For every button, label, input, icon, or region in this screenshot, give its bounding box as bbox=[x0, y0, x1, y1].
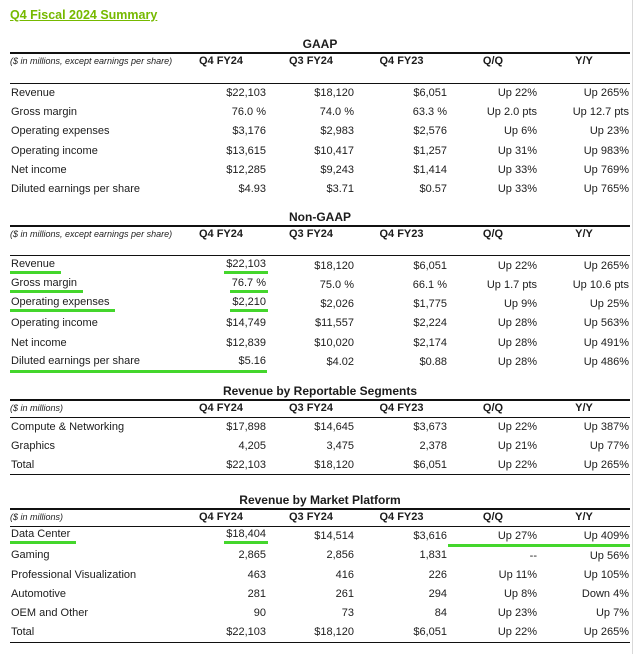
row-label: Operating expenses bbox=[11, 125, 110, 138]
column-header: Y/Y bbox=[575, 55, 593, 67]
row-label bbox=[10, 526, 175, 545]
cell-value: 63.3 % bbox=[412, 105, 447, 118]
cell-value: $6,051 bbox=[413, 259, 447, 272]
row-label: OEM and Other bbox=[11, 607, 89, 620]
green-marker-underline: Operating expenses bbox=[10, 296, 115, 312]
cell-value: Up 22% bbox=[497, 420, 537, 433]
cell-value: Up 265% bbox=[583, 459, 629, 472]
cell-value: 75.0 % bbox=[319, 278, 354, 291]
table-row bbox=[10, 102, 630, 121]
cell-value: Up 983% bbox=[583, 144, 629, 157]
row-label: Diluted earnings per share bbox=[11, 183, 141, 196]
units-note: ($ in millions) bbox=[10, 512, 64, 523]
cell-value: -- bbox=[529, 550, 537, 563]
cell-value: $22,103 bbox=[226, 626, 266, 639]
cell-value: Up 105% bbox=[583, 568, 629, 581]
row-label: Operating income bbox=[11, 144, 98, 157]
cell-value: Up 265% bbox=[583, 626, 629, 639]
cell-value bbox=[175, 256, 267, 275]
cell-value: 416 bbox=[335, 568, 354, 581]
cell-value: $10,417 bbox=[314, 144, 354, 157]
cell-value: $11,557 bbox=[315, 317, 354, 330]
table-title: GAAP bbox=[302, 37, 338, 51]
cell-value: Up 11% bbox=[498, 568, 537, 581]
row-label: Net income bbox=[11, 336, 67, 349]
table-row bbox=[10, 526, 630, 545]
cell-value: Up 7% bbox=[595, 607, 629, 620]
cell-value: $5.16 bbox=[175, 352, 267, 371]
row-label: Total bbox=[11, 626, 35, 639]
column-header: Q/Q bbox=[482, 55, 504, 67]
cell-value: $3,176 bbox=[232, 125, 266, 138]
gaap-table bbox=[10, 52, 630, 199]
cell-value: 3,475 bbox=[326, 440, 354, 452]
green-marker-underline: 76.7 % bbox=[230, 277, 268, 293]
cell-value: $10,020 bbox=[314, 336, 354, 349]
cell-value: $2,174 bbox=[413, 336, 447, 349]
row-label: Operating income bbox=[11, 317, 98, 330]
non-gaap-table bbox=[10, 225, 630, 373]
cell-value: 4,205 bbox=[238, 440, 266, 452]
cell-value: 76.0 % bbox=[231, 105, 266, 118]
row-label: Net income bbox=[11, 163, 67, 176]
table-row bbox=[10, 584, 630, 603]
cell-value: 74.0 % bbox=[319, 105, 354, 118]
column-header: Q4 FY23 bbox=[379, 227, 424, 240]
cell-value: $3.71 bbox=[326, 183, 354, 196]
cell-value: $9,243 bbox=[320, 163, 354, 176]
cell-value: Up 409% bbox=[538, 526, 630, 545]
table-row bbox=[10, 83, 630, 102]
cell-value: 463 bbox=[247, 568, 266, 581]
cell-value: Up 563% bbox=[583, 317, 629, 330]
cell-value: $14,514 bbox=[314, 530, 354, 543]
column-header: Q4 FY23 bbox=[379, 402, 424, 415]
column-header: Y/Y bbox=[575, 511, 593, 524]
cell-value: 2,865 bbox=[238, 549, 266, 562]
cell-value: $18,120 bbox=[314, 86, 354, 99]
green-marker-underline: $18,404 bbox=[224, 528, 268, 544]
table-row bbox=[10, 333, 630, 352]
page-title-link[interactable]: Q4 Fiscal 2024 Summary bbox=[10, 8, 158, 22]
row-label: Total bbox=[11, 459, 35, 472]
cell-value: 1,831 bbox=[419, 549, 447, 562]
table-row bbox=[10, 122, 630, 141]
row-label: Gross margin bbox=[11, 105, 78, 118]
row-label bbox=[10, 275, 175, 294]
header-row bbox=[10, 226, 630, 256]
cell-value: 73 bbox=[341, 607, 354, 620]
column-header: Q4 FY24 bbox=[198, 511, 244, 524]
table-row bbox=[10, 294, 630, 313]
cell-value: Up 21% bbox=[497, 440, 537, 452]
green-marker-underline: Revenue bbox=[10, 258, 61, 274]
cell-value: $18,120 bbox=[314, 626, 354, 639]
cell-value: Up 486% bbox=[583, 355, 629, 368]
cell-value: Up 23% bbox=[497, 607, 537, 620]
table-title: Revenue by Market Platform bbox=[239, 493, 401, 508]
cell-value: Up 25% bbox=[589, 298, 629, 311]
column-header: Q3 FY24 bbox=[288, 402, 334, 415]
cell-value: $6,051 bbox=[413, 626, 447, 639]
cell-value: Up 265% bbox=[583, 259, 629, 272]
cell-value: $2,026 bbox=[320, 298, 354, 311]
table-title: Revenue by Reportable Segments bbox=[222, 384, 418, 399]
green-marker-underline: Gross margin bbox=[10, 277, 83, 293]
cell-value: Up 27% bbox=[448, 526, 538, 545]
units-note: ($ in millions, except earnings per share) bbox=[10, 56, 173, 66]
cell-value: Up 10.6 pts bbox=[572, 278, 629, 291]
cell-value: $0.88 bbox=[419, 355, 447, 368]
cell-value: $2,224 bbox=[413, 317, 447, 330]
table-row bbox=[10, 179, 630, 198]
cell-value: Up 12.7 pts bbox=[572, 105, 629, 118]
cell-value: Up 31% bbox=[497, 144, 537, 157]
column-header: Q/Q bbox=[482, 227, 504, 240]
cell-value: Up 387% bbox=[583, 420, 629, 433]
cell-value: 2,856 bbox=[326, 549, 354, 562]
column-header: Q4 FY24 bbox=[198, 227, 244, 240]
column-header: Q/Q bbox=[482, 402, 504, 415]
row-label: Gaming bbox=[11, 549, 50, 562]
cell-value: 294 bbox=[428, 587, 447, 600]
cell-value: $1,775 bbox=[413, 298, 447, 311]
row-label bbox=[10, 256, 175, 275]
column-header: Q4 FY23 bbox=[379, 511, 424, 524]
cell-value: $22,103 bbox=[226, 86, 266, 99]
cell-value: $13,615 bbox=[226, 144, 266, 157]
cell-value: Up 491% bbox=[583, 336, 629, 349]
table-row bbox=[10, 141, 630, 160]
market-platform-table bbox=[10, 508, 630, 642]
cell-value: 261 bbox=[335, 587, 354, 600]
table-row bbox=[10, 314, 630, 333]
cell-value: $12,285 bbox=[226, 163, 266, 176]
column-header: Q4 FY24 bbox=[198, 55, 244, 67]
gaap-section bbox=[10, 37, 630, 199]
cell-value: Up 22% bbox=[497, 86, 537, 99]
units-note: ($ in millions) bbox=[10, 403, 64, 414]
non-gaap-section bbox=[10, 210, 630, 373]
segments-table bbox=[10, 399, 630, 475]
cell-value: $18,120 bbox=[314, 459, 354, 472]
cell-value: $17,898 bbox=[226, 420, 266, 433]
row-label: Diluted earnings per share bbox=[10, 352, 175, 371]
cell-value: $4.93 bbox=[238, 183, 266, 196]
cell-value: $14,749 bbox=[226, 317, 266, 330]
table-title: Non-GAAP bbox=[289, 209, 351, 224]
table-row bbox=[10, 275, 630, 294]
cell-value: 84 bbox=[434, 607, 447, 620]
cell-value: $1,414 bbox=[413, 163, 447, 176]
column-header: Q4 FY23 bbox=[379, 55, 424, 67]
column-header: Q3 FY24 bbox=[288, 227, 334, 240]
table-row bbox=[10, 565, 630, 584]
cell-value: Up 8% bbox=[503, 587, 537, 600]
column-header: Y/Y bbox=[575, 227, 593, 240]
cell-value: $4.02 bbox=[326, 355, 354, 368]
cell-value: Up 265% bbox=[583, 86, 629, 99]
cell-value: Up 765% bbox=[583, 183, 629, 196]
row-label: Graphics bbox=[11, 440, 56, 452]
segments-section bbox=[10, 384, 630, 475]
cell-value: Up 22% bbox=[497, 259, 537, 272]
cell-value: Up 9% bbox=[503, 298, 537, 311]
cell-value: $2,983 bbox=[320, 125, 354, 138]
row-label: Professional Visualization bbox=[11, 568, 137, 581]
cell-value: 66.1 % bbox=[412, 278, 447, 291]
table-row bbox=[10, 436, 630, 455]
table-row bbox=[10, 160, 630, 179]
cell-value: Up 22% bbox=[497, 459, 537, 472]
cell-value: $3,673 bbox=[413, 420, 447, 433]
cell-value: 281 bbox=[247, 587, 266, 600]
table-row bbox=[10, 546, 630, 565]
units-note: ($ in millions, except earnings per share) bbox=[10, 228, 173, 239]
table-row bbox=[10, 256, 630, 275]
column-header: Q/Q bbox=[482, 511, 504, 524]
row-label: Compute & Networking bbox=[11, 420, 125, 433]
table-row bbox=[10, 623, 630, 642]
cell-value: Up 56% bbox=[589, 550, 629, 563]
cell-value: $6,051 bbox=[413, 86, 447, 99]
green-marker-underline: $2,210 bbox=[230, 296, 268, 312]
column-header: Y/Y bbox=[575, 402, 593, 415]
cell-value: Up 1.7 pts bbox=[486, 278, 537, 291]
row-label bbox=[10, 294, 175, 313]
column-header: Q3 FY24 bbox=[288, 511, 334, 524]
header-row bbox=[10, 400, 630, 417]
cell-value: $3,616 bbox=[413, 530, 447, 543]
table-row bbox=[10, 352, 630, 371]
cell-value bbox=[175, 275, 267, 294]
cell-value: Up 23% bbox=[589, 125, 629, 138]
cell-value: $6,051 bbox=[413, 459, 447, 472]
cell-value: $2,576 bbox=[413, 125, 447, 138]
cell-value: Up 769% bbox=[583, 163, 629, 176]
cell-value: Up 28% bbox=[497, 355, 537, 368]
cell-value: Up 6% bbox=[503, 125, 537, 138]
cell-value: 90 bbox=[253, 607, 266, 620]
cell-value: Up 2.0 pts bbox=[486, 105, 537, 118]
cell-value: $1,257 bbox=[413, 144, 447, 157]
cell-value: $14,645 bbox=[314, 420, 354, 433]
cell-value: $12,839 bbox=[226, 336, 266, 349]
cell-value: $22,103 bbox=[226, 459, 266, 472]
row-label: Automotive bbox=[11, 587, 67, 600]
cell-value: Up 28% bbox=[497, 336, 537, 349]
market-platform-section bbox=[10, 493, 630, 642]
header-row bbox=[10, 509, 630, 526]
row-label: Revenue bbox=[11, 86, 56, 99]
table-row bbox=[10, 604, 630, 623]
cell-value: 2,378 bbox=[419, 440, 447, 452]
table-row bbox=[10, 456, 630, 475]
cell-value: Up 77% bbox=[589, 440, 629, 452]
green-marker-underline: $22,103 bbox=[224, 258, 268, 274]
cell-value: $18,120 bbox=[314, 259, 354, 272]
cell-value: Up 33% bbox=[497, 183, 537, 196]
column-header: Q4 FY24 bbox=[198, 402, 244, 415]
cell-value: $0.57 bbox=[419, 183, 447, 196]
cell-value: Up 28% bbox=[497, 317, 537, 330]
right-border-line bbox=[632, 0, 633, 654]
cell-value bbox=[175, 526, 267, 545]
cell-value bbox=[175, 294, 267, 313]
column-header: Q3 FY24 bbox=[288, 55, 334, 67]
green-marker-underline: Data Center bbox=[10, 528, 76, 544]
cell-value: Up 33% bbox=[497, 163, 537, 176]
cell-value: 226 bbox=[428, 568, 447, 581]
cell-value: Up 22% bbox=[497, 626, 537, 639]
header-row bbox=[10, 53, 630, 83]
table-row bbox=[10, 417, 630, 436]
cell-value: Down 4% bbox=[581, 587, 629, 600]
